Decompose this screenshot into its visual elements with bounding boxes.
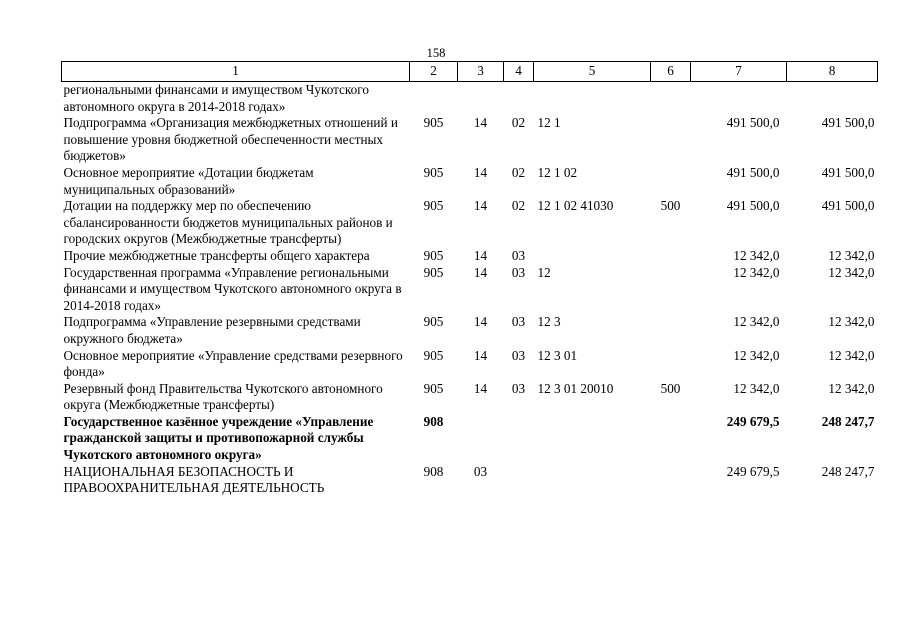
row-name-cell: Подпрограмма «Организация межбюджетных отношений и повышение уровня бюджетной обеспеченности местных бюджетов» — [63, 115, 398, 164]
ministry-code-cell: 905 — [423, 198, 444, 214]
ministry-code-cell: 905 — [423, 314, 444, 330]
subsection-code-cell: 03 — [511, 264, 526, 280]
amount-2017-cell: 12 342,0 — [733, 347, 780, 363]
target-article-cell: 12 3 — [537, 314, 561, 330]
amount-2018-cell: 12 342,0 — [828, 380, 875, 396]
target-article-cell — [534, 82, 651, 116]
section-code-cell: 14 — [473, 347, 488, 363]
table-row — [62, 165, 878, 198]
expense-type-cell — [651, 115, 691, 165]
row-name-cell: Государственное казённое учреждение «Управление гражданской защиты и противопожарной службы Чукотского автономного округа» — [63, 413, 374, 463]
target-article-cell — [534, 414, 651, 464]
section-code-cell — [458, 82, 504, 116]
target-article-cell: 12 1 02 — [537, 164, 578, 180]
table-row — [62, 82, 878, 116]
column-header-4: 4 — [504, 62, 534, 82]
amount-2018-cell: 12 342,0 — [828, 247, 875, 263]
subsection-code-cell — [504, 82, 534, 116]
amount-2017-cell: 12 342,0 — [733, 247, 780, 263]
row-name-cell: Резервный фонд Правительства Чукотского автономного округа (Межбюджетные трансферты) — [63, 380, 383, 413]
amount-2017-cell: 12 342,0 — [733, 380, 780, 396]
amount-2018-cell — [787, 82, 878, 116]
target-article-cell: 12 3 01 20010 — [537, 380, 614, 396]
table-row — [62, 464, 878, 497]
section-code-cell: 03 — [473, 463, 488, 479]
row-name-cell: НАЦИОНАЛЬНАЯ БЕЗОПАСНОСТЬ И ПРАВООХРАНИТЕЛЬНАЯ ДЕЯТЕЛЬНОСТЬ — [63, 463, 325, 496]
subsection-code-cell: 02 — [511, 198, 526, 214]
amount-2018-cell: 248 247,7 — [821, 463, 875, 479]
budget-table — [61, 61, 878, 497]
column-header-8: 8 — [787, 62, 878, 82]
expense-type-cell: 500 — [660, 380, 681, 396]
section-code-cell: 14 — [473, 314, 488, 330]
ministry-code-cell: 908 — [423, 413, 444, 429]
amount-2018-cell: 12 342,0 — [828, 314, 875, 330]
expense-type-cell — [651, 314, 691, 347]
column-header-7: 7 — [691, 62, 787, 82]
expense-type-cell — [651, 265, 691, 315]
section-code-cell — [458, 414, 504, 464]
amount-2017-cell: 491 500,0 — [726, 115, 780, 131]
row-name-cell: Основное мероприятие «Управление средствами резервного фонда» — [63, 347, 403, 380]
expense-type-cell — [651, 82, 691, 116]
subsection-code-cell — [504, 464, 534, 497]
table-row — [62, 115, 878, 165]
target-article-cell: 12 — [537, 264, 551, 280]
amount-2018-cell: 491 500,0 — [821, 198, 875, 214]
expense-type-cell — [651, 464, 691, 497]
table-row — [62, 414, 878, 464]
subsection-code-cell: 02 — [511, 115, 526, 131]
amount-2017-cell: 491 500,0 — [726, 164, 780, 180]
ministry-code-cell: 908 — [423, 463, 444, 479]
section-code-cell: 14 — [473, 247, 488, 263]
section-code-cell: 14 — [473, 164, 488, 180]
target-article-cell: 12 1 — [537, 115, 561, 131]
row-name-cell: Подпрограмма «Управление резервными средствами окружного бюджета» — [63, 314, 361, 346]
amount-2017-cell: 249 679,5 — [726, 413, 780, 429]
target-article-cell: 12 1 02 41030 — [537, 198, 614, 214]
section-code-cell: 14 — [473, 198, 488, 214]
expense-type-cell: 500 — [660, 198, 681, 214]
amount-2017-cell: 12 342,0 — [733, 314, 780, 330]
amount-2018-cell: 248 247,7 — [821, 413, 875, 429]
subsection-code-cell: 03 — [511, 247, 526, 263]
amount-2018-cell: 491 500,0 — [821, 164, 875, 180]
ministry-code-cell: 905 — [423, 380, 444, 396]
expense-type-cell — [651, 248, 691, 265]
column-header-5: 5 — [534, 62, 651, 82]
table-row — [62, 198, 878, 248]
section-code-cell: 14 — [473, 380, 488, 396]
amount-2017-cell: 12 342,0 — [733, 264, 780, 280]
table-row — [62, 348, 878, 381]
subsection-code-cell: 03 — [511, 314, 526, 330]
ministry-code-cell: 905 — [423, 347, 444, 363]
section-code-cell: 14 — [473, 264, 488, 280]
row-name-cell: Прочие межбюджетные трансферты общего характера — [63, 247, 370, 263]
row-name-cell: региональными финансами и имуществом Чукотского автономного округа в 2014-2018 годах» — [63, 82, 369, 114]
subsection-code-cell: 03 — [511, 380, 526, 396]
target-article-cell: 12 3 01 — [537, 347, 578, 363]
subsection-code-cell — [504, 414, 534, 464]
column-header-3: 3 — [458, 62, 504, 82]
column-header-2: 2 — [410, 62, 458, 82]
amount-2017-cell: 249 679,5 — [726, 463, 780, 479]
amount-2018-cell: 491 500,0 — [821, 115, 875, 131]
table-row — [62, 248, 878, 265]
target-article-cell — [534, 464, 651, 497]
row-name-cell: Дотации на поддержку мер по обеспечению сбалансированности бюджетов муниципальных районов и городских округов (Межбюджетные трансферты) — [63, 198, 393, 247]
column-header-6: 6 — [651, 62, 691, 82]
ministry-code-cell: 905 — [423, 247, 444, 263]
expense-type-cell — [651, 348, 691, 381]
ministry-code-cell — [410, 82, 458, 116]
row-name-cell: Основное мероприятие «Дотации бюджетам муниципальных образований» — [63, 164, 314, 197]
amount-2018-cell: 12 342,0 — [828, 264, 875, 280]
section-code-cell: 14 — [473, 115, 488, 131]
expense-type-cell — [651, 165, 691, 198]
subsection-code-cell: 03 — [511, 347, 526, 363]
ministry-code-cell: 905 — [423, 164, 444, 180]
page-number: 158 — [426, 46, 446, 60]
table-row — [62, 381, 878, 414]
subsection-code-cell: 02 — [511, 164, 526, 180]
row-name-cell: Государственная программа «Управление региональными финансами и имуществом Чукотского автономного округа в 2014-2018 годах» — [63, 264, 402, 313]
target-article-cell — [534, 248, 651, 265]
column-header-1: 1 — [62, 62, 410, 82]
ministry-code-cell: 905 — [423, 264, 444, 280]
table-header-row — [62, 62, 878, 82]
amount-2018-cell: 12 342,0 — [828, 347, 875, 363]
expense-type-cell — [651, 414, 691, 464]
amount-2017-cell: 491 500,0 — [726, 198, 780, 214]
ministry-code-cell: 905 — [423, 115, 444, 131]
amount-2017-cell — [691, 82, 787, 116]
table-row — [62, 314, 878, 347]
table-row — [62, 265, 878, 315]
